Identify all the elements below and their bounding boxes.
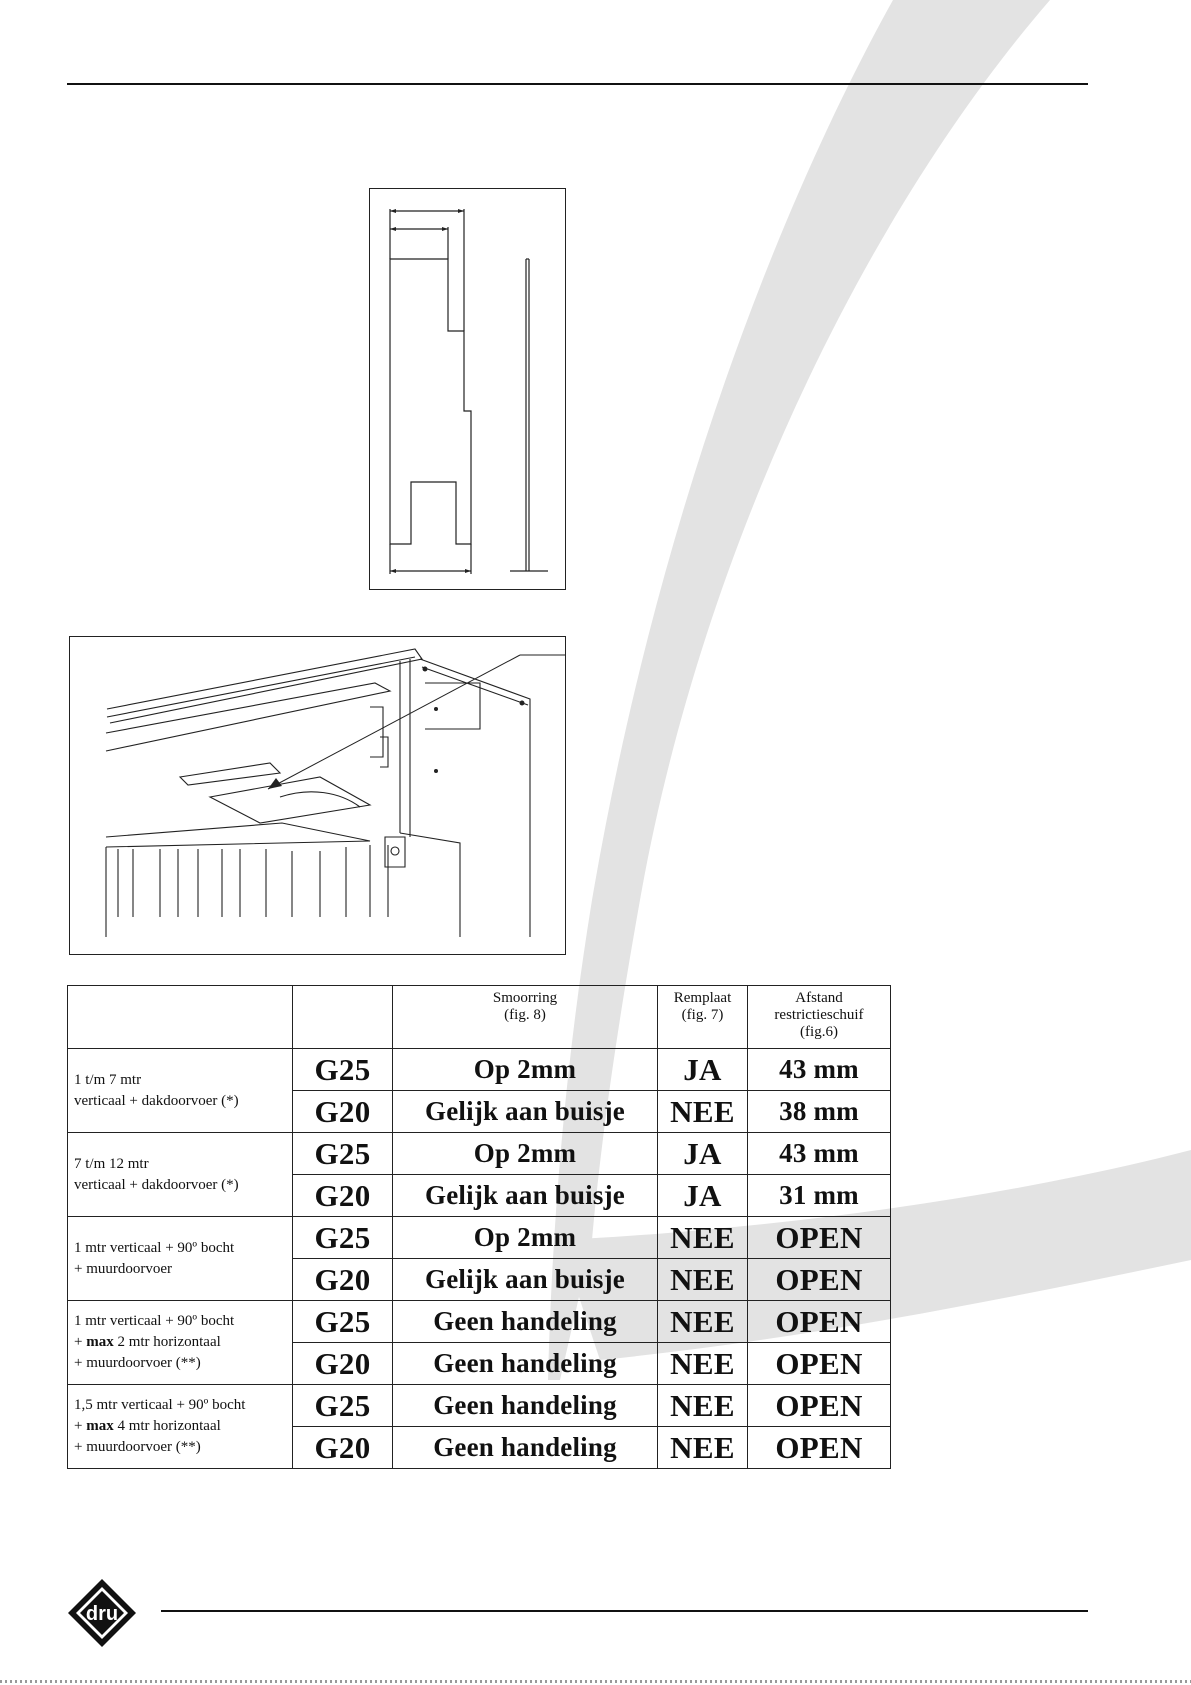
gas-type: G25: [293, 1301, 393, 1343]
header-afstand: [748, 986, 891, 1049]
header-remplaat-label: Remplaat: [673, 990, 732, 1006]
settings-table: [67, 985, 891, 1469]
header-afstand-fig: (fig.6): [800, 1024, 838, 1040]
afstand-value: OPEN: [748, 1301, 891, 1343]
gas-type: G25: [293, 1385, 393, 1427]
remplaat-value: NEE: [658, 1217, 748, 1259]
description-line: + muurdoorvoer (**): [74, 1439, 201, 1455]
table-row: [68, 1133, 891, 1175]
header-empty-gas: [293, 986, 393, 1049]
row-description: [68, 1049, 293, 1133]
smoorring-value: Gelijk aan buisje: [393, 1175, 658, 1217]
smoorring-value: Geen handeling: [393, 1301, 658, 1343]
afstand-value: 43 mm: [748, 1049, 891, 1091]
header-remplaat: [658, 986, 748, 1049]
figure-plate-drawing: [369, 188, 566, 590]
gas-type: G25: [293, 1217, 393, 1259]
table-row: [68, 1385, 891, 1427]
smoorring-value: Geen handeling: [393, 1385, 658, 1427]
afstand-value: OPEN: [748, 1259, 891, 1301]
table-header-row: [68, 986, 891, 1049]
gas-type: G20: [293, 1259, 393, 1301]
header-remplaat-fig: (fig. 7): [681, 1007, 724, 1023]
row-description: [68, 1133, 293, 1217]
header-rule: [67, 83, 1088, 85]
remplaat-value: NEE: [658, 1259, 748, 1301]
description-line: verticaal + dakdoorvoer (*): [74, 1092, 239, 1109]
footer-dotted-edge: [0, 1680, 1191, 1683]
remplaat-value: JA: [658, 1049, 748, 1091]
header-smoorring-fig: (fig. 8): [504, 1007, 546, 1023]
remplaat-value: NEE: [658, 1385, 748, 1427]
plate-drawing: [370, 189, 565, 589]
header-afstand-sub: restrictieschuif: [774, 1007, 864, 1023]
smoorring-value: Op 2mm: [393, 1217, 658, 1259]
description-line: 1 t/m 7 mtr: [74, 1071, 142, 1088]
table-row: [68, 1301, 891, 1343]
logo-text: dru: [85, 1603, 119, 1625]
remplaat-value: JA: [658, 1133, 748, 1175]
description-line: 1 mtr verticaal + 90º bocht: [74, 1239, 235, 1256]
header-afstand-label: Afstand: [795, 990, 843, 1006]
afstand-value: OPEN: [748, 1217, 891, 1259]
remplaat-value: NEE: [658, 1301, 748, 1343]
smoorring-value: Gelijk aan buisje: [393, 1259, 658, 1301]
smoorring-value: Op 2mm: [393, 1133, 658, 1175]
description-line: + max 2 mtr horizontaal: [74, 1334, 221, 1350]
table-row: [68, 1049, 891, 1091]
afstand-value: OPEN: [748, 1343, 891, 1385]
remplaat-value: NEE: [658, 1343, 748, 1385]
gas-type: G20: [293, 1427, 393, 1469]
row-description: [68, 1301, 293, 1385]
remplaat-value: JA: [658, 1175, 748, 1217]
footer-rule: [161, 1610, 1088, 1612]
afstand-value: 43 mm: [748, 1133, 891, 1175]
gas-type: G25: [293, 1133, 393, 1175]
appliance-drawing: [70, 637, 565, 954]
figure-appliance-interior: [69, 636, 566, 955]
row-description: [68, 1217, 293, 1301]
description-line: 7 t/m 12 mtr: [74, 1155, 149, 1172]
header-smoorring: [393, 986, 658, 1049]
description-line: verticaal + dakdoorvoer (*): [74, 1176, 239, 1193]
afstand-value: 38 mm: [748, 1091, 891, 1133]
gas-type: G25: [293, 1049, 393, 1091]
gas-type: G20: [293, 1343, 393, 1385]
afstand-value: OPEN: [748, 1385, 891, 1427]
row-description: [68, 1385, 293, 1469]
gas-type: G20: [293, 1091, 393, 1133]
description-line: 1,5 mtr verticaal + 90º bocht: [74, 1397, 246, 1413]
remplaat-value: NEE: [658, 1091, 748, 1133]
smoorring-value: Geen handeling: [393, 1427, 658, 1469]
remplaat-value: NEE: [658, 1427, 748, 1469]
smoorring-value: Geen handeling: [393, 1343, 658, 1385]
dru-logo-icon: [66, 1577, 138, 1649]
gas-type: G20: [293, 1175, 393, 1217]
smoorring-value: Op 2mm: [393, 1049, 658, 1091]
header-empty-description: [68, 986, 293, 1049]
afstand-value: 31 mm: [748, 1175, 891, 1217]
header-smoorring-label: Smoorring: [492, 990, 558, 1006]
smoorring-value: Gelijk aan buisje: [393, 1091, 658, 1133]
description-line: 1 mtr verticaal + 90º bocht: [74, 1313, 235, 1329]
afstand-value: OPEN: [748, 1427, 891, 1469]
description-line: + max 4 mtr horizontaal: [74, 1418, 221, 1434]
table-row: [68, 1217, 891, 1259]
description-line: + muurdoorvoer (**): [74, 1355, 201, 1371]
description-line: + muurdoorvoer: [74, 1260, 173, 1277]
